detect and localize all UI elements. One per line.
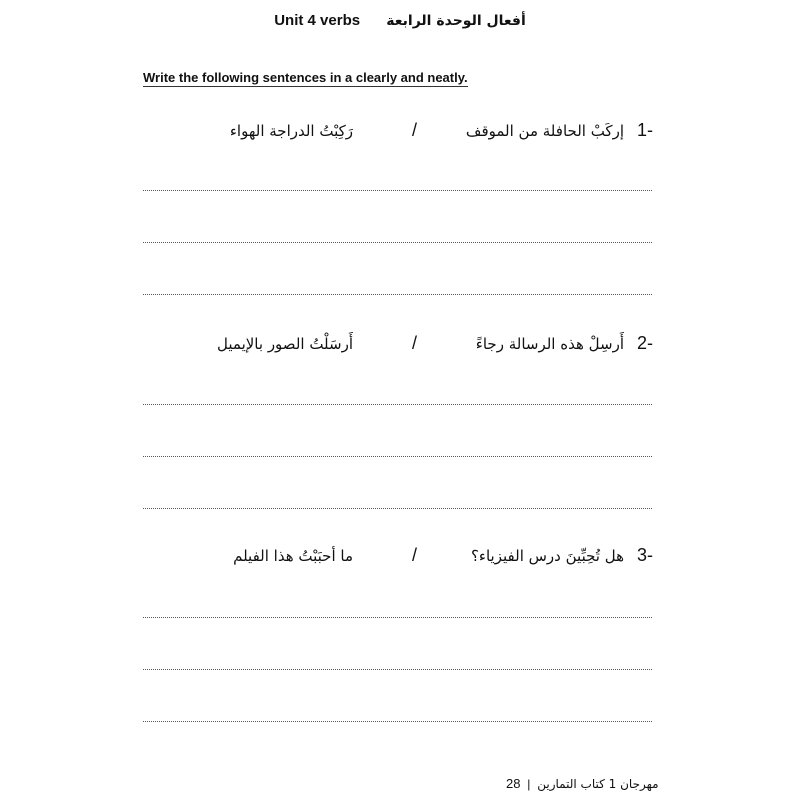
exercise-separator: / bbox=[412, 120, 418, 140]
instruction-text: Write the following sentences in a clearly and neatly. bbox=[143, 70, 468, 85]
exercise-separator: / bbox=[412, 333, 418, 353]
exercise-2 bbox=[0, 333, 800, 363]
page-header bbox=[0, 12, 800, 29]
writing-line[interactable] bbox=[143, 617, 652, 618]
exercise-sentence-2: ما أحبَبْتُ هذا الفيلم bbox=[233, 547, 353, 565]
book-title: مهرجان 1 كتاب التمارين bbox=[537, 777, 659, 791]
writing-line[interactable] bbox=[143, 190, 652, 191]
exercise-sentence-1: هل تُحِبِّينَ درس الفيزياء؟ bbox=[470, 547, 624, 565]
exercise-sentence-1: أَرسِلْ هذه الرسالة رجاءً bbox=[475, 335, 624, 353]
exercise-number: 3- bbox=[636, 545, 653, 565]
page-number: 28 bbox=[506, 776, 521, 791]
writing-line[interactable] bbox=[143, 242, 652, 243]
page-footer bbox=[506, 776, 659, 791]
writing-line[interactable] bbox=[143, 294, 652, 295]
writing-line[interactable] bbox=[143, 404, 652, 405]
footer-separator: | bbox=[527, 777, 531, 791]
exercise-1 bbox=[0, 120, 800, 150]
exercise-sentence-1: إركَبْ الحافلة من الموقف bbox=[465, 122, 624, 140]
exercise-3 bbox=[0, 545, 800, 575]
exercise-number: 2- bbox=[636, 333, 653, 353]
writing-line[interactable] bbox=[143, 508, 652, 509]
exercise-number: 1- bbox=[636, 120, 653, 140]
unit-title-ar: أفعال الوحدة الرابعة bbox=[386, 13, 526, 29]
writing-line[interactable] bbox=[143, 669, 652, 670]
exercise-separator: / bbox=[412, 545, 418, 565]
unit-title-en: Unit 4 verbs bbox=[274, 12, 361, 29]
writing-line[interactable] bbox=[143, 721, 652, 722]
exercise-sentence-2: أَرسَلْتُ الصور بالإيميل bbox=[217, 335, 353, 353]
writing-line[interactable] bbox=[143, 456, 652, 457]
exercise-sentence-2: رَكِبْتُ الدراجة الهواء bbox=[229, 122, 353, 140]
